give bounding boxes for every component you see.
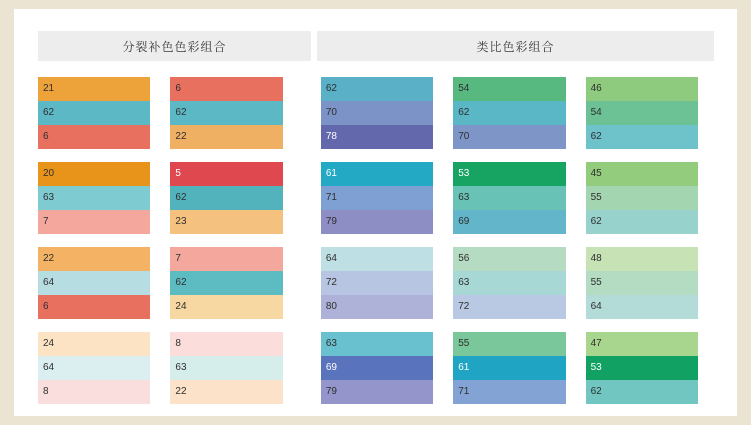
swatch-label: 72 [325,277,337,288]
swatch-set[interactable] [586,162,698,234]
swatch-label: 62 [175,277,187,288]
color-swatch[interactable] [586,125,698,149]
swatch-label: 7 [175,253,181,264]
swatch-label: 6 [43,301,49,312]
color-swatch[interactable] [321,210,433,234]
color-swatch[interactable] [321,101,433,125]
swatch-label: 63 [458,277,470,288]
swatch-label: 20 [43,168,55,179]
swatch-label: 61 [325,168,337,179]
color-swatch[interactable] [38,247,150,271]
color-swatch[interactable] [321,162,433,186]
color-swatch[interactable] [170,125,282,149]
color-swatch[interactable] [453,125,565,149]
swatch-label: 71 [325,192,337,203]
color-swatch[interactable] [321,295,433,319]
color-swatch[interactable] [38,332,150,356]
swatch-label: 79 [325,386,337,397]
color-swatch[interactable] [586,210,698,234]
color-swatch[interactable] [38,295,150,319]
swatch-label: 6 [43,131,49,142]
color-swatch[interactable] [586,271,698,295]
color-swatch[interactable] [321,77,433,101]
swatch-label: 70 [325,107,337,118]
swatch-label: 62 [590,216,602,227]
color-swatch[interactable] [170,380,282,404]
header-analogous [317,31,714,61]
color-swatch[interactable] [170,186,282,210]
header-row [14,31,737,61]
color-swatch[interactable] [586,356,698,380]
swatch-label: 6 [175,83,181,94]
swatch-label: 24 [175,301,187,312]
swatch-label: 45 [590,168,602,179]
color-swatch[interactable] [38,210,150,234]
color-swatch[interactable] [586,380,698,404]
color-swatch[interactable] [453,101,565,125]
swatch-label: 56 [458,253,470,264]
swatch-label: 63 [325,338,337,349]
color-swatch[interactable] [321,356,433,380]
swatch-label: 79 [325,216,337,227]
color-swatch[interactable] [453,356,565,380]
swatch-set[interactable] [453,332,565,404]
color-swatch[interactable] [586,332,698,356]
swatch-label: 22 [175,131,187,142]
swatch-set[interactable] [38,77,150,149]
color-swatch[interactable] [586,247,698,271]
palette-card [14,9,737,416]
color-swatch[interactable] [38,125,150,149]
swatch-label: 53 [590,362,602,373]
color-swatch[interactable] [453,271,565,295]
swatch-set[interactable] [453,77,565,149]
color-swatch[interactable] [38,380,150,404]
swatch-label: 24 [43,338,55,349]
color-swatch[interactable] [38,356,150,380]
color-swatch[interactable] [38,162,150,186]
palette-row [38,77,718,149]
color-swatch[interactable] [453,186,565,210]
color-swatch[interactable] [321,332,433,356]
color-swatch[interactable] [38,186,150,210]
color-swatch[interactable] [170,162,282,186]
header-split-complementary-label: 分裂补色色彩组合 [122,39,227,54]
swatch-set[interactable] [38,332,150,404]
swatch-set[interactable] [321,162,433,234]
color-swatch[interactable] [586,77,698,101]
swatch-label: 5 [175,168,181,179]
color-swatch[interactable] [321,380,433,404]
swatch-label: 63 [175,362,187,373]
swatch-label: 70 [458,131,470,142]
swatch-set[interactable] [170,247,282,319]
swatch-label: 80 [325,301,337,312]
swatch-label: 48 [590,253,602,264]
color-swatch[interactable] [170,77,282,101]
color-swatch[interactable] [453,332,565,356]
swatch-label: 7 [43,216,49,227]
swatch-label: 23 [175,216,187,227]
swatch-label: 46 [590,83,602,94]
swatch-label: 47 [590,338,602,349]
swatch-set[interactable] [170,332,282,404]
swatch-set[interactable] [321,77,433,149]
color-swatch[interactable] [170,332,282,356]
color-swatch[interactable] [38,101,150,125]
swatch-set[interactable] [453,162,565,234]
swatch-label: 69 [325,362,337,373]
header-analogous-label: 类比色彩组合 [476,39,555,54]
palette-row [38,332,718,404]
color-swatch[interactable] [586,295,698,319]
color-swatch[interactable] [38,77,150,101]
color-swatch[interactable] [170,210,282,234]
swatch-label: 63 [43,192,55,203]
swatch-label: 22 [175,386,187,397]
color-swatch[interactable] [38,271,150,295]
swatch-label: 72 [458,301,470,312]
swatch-set[interactable] [586,332,698,404]
color-swatch[interactable] [170,271,282,295]
color-swatch[interactable] [453,162,565,186]
swatch-label: 69 [458,216,470,227]
swatch-set[interactable] [321,247,433,319]
color-swatch[interactable] [453,77,565,101]
swatch-label: 8 [43,386,49,397]
swatch-label: 61 [458,362,470,373]
color-swatch[interactable] [170,101,282,125]
swatch-set[interactable] [321,332,433,404]
header-split-complementary [38,31,311,61]
palette-grid [38,77,718,417]
color-swatch[interactable] [586,186,698,210]
color-swatch[interactable] [586,162,698,186]
color-swatch[interactable] [586,101,698,125]
palette-row [38,162,718,234]
color-swatch[interactable] [170,247,282,271]
color-swatch[interactable] [321,271,433,295]
swatch-label: 62 [325,83,337,94]
swatch-set[interactable] [38,247,150,319]
color-swatch[interactable] [453,210,565,234]
swatch-label: 54 [590,107,602,118]
swatch-label: 55 [590,277,602,288]
swatch-label: 63 [458,192,470,203]
swatch-label: 64 [43,277,55,288]
swatch-label: 64 [325,253,337,264]
swatch-label: 55 [458,338,470,349]
swatch-label: 62 [175,107,187,118]
color-swatch[interactable] [453,380,565,404]
swatch-label: 62 [590,386,602,397]
color-swatch[interactable] [321,125,433,149]
swatch-label: 64 [590,301,602,312]
swatch-label: 22 [43,253,55,264]
palette-row [38,247,718,319]
color-swatch[interactable] [321,247,433,271]
color-swatch[interactable] [170,356,282,380]
swatch-label: 53 [458,168,470,179]
color-swatch[interactable] [453,247,565,271]
swatch-label: 55 [590,192,602,203]
swatch-label: 62 [458,107,470,118]
swatch-label: 21 [43,83,55,94]
swatch-set[interactable] [170,77,282,149]
swatch-set[interactable] [170,162,282,234]
swatch-label: 62 [175,192,187,203]
swatch-label: 8 [175,338,181,349]
swatch-set[interactable] [586,247,698,319]
swatch-label: 62 [590,131,602,142]
swatch-label: 78 [325,131,337,142]
swatch-label: 54 [458,83,470,94]
swatch-label: 62 [43,107,55,118]
swatch-set[interactable] [38,162,150,234]
swatch-label: 71 [458,386,470,397]
color-swatch[interactable] [453,295,565,319]
swatch-set[interactable] [453,247,565,319]
swatch-label: 64 [43,362,55,373]
swatch-set[interactable] [586,77,698,149]
color-swatch[interactable] [321,186,433,210]
color-swatch[interactable] [170,295,282,319]
